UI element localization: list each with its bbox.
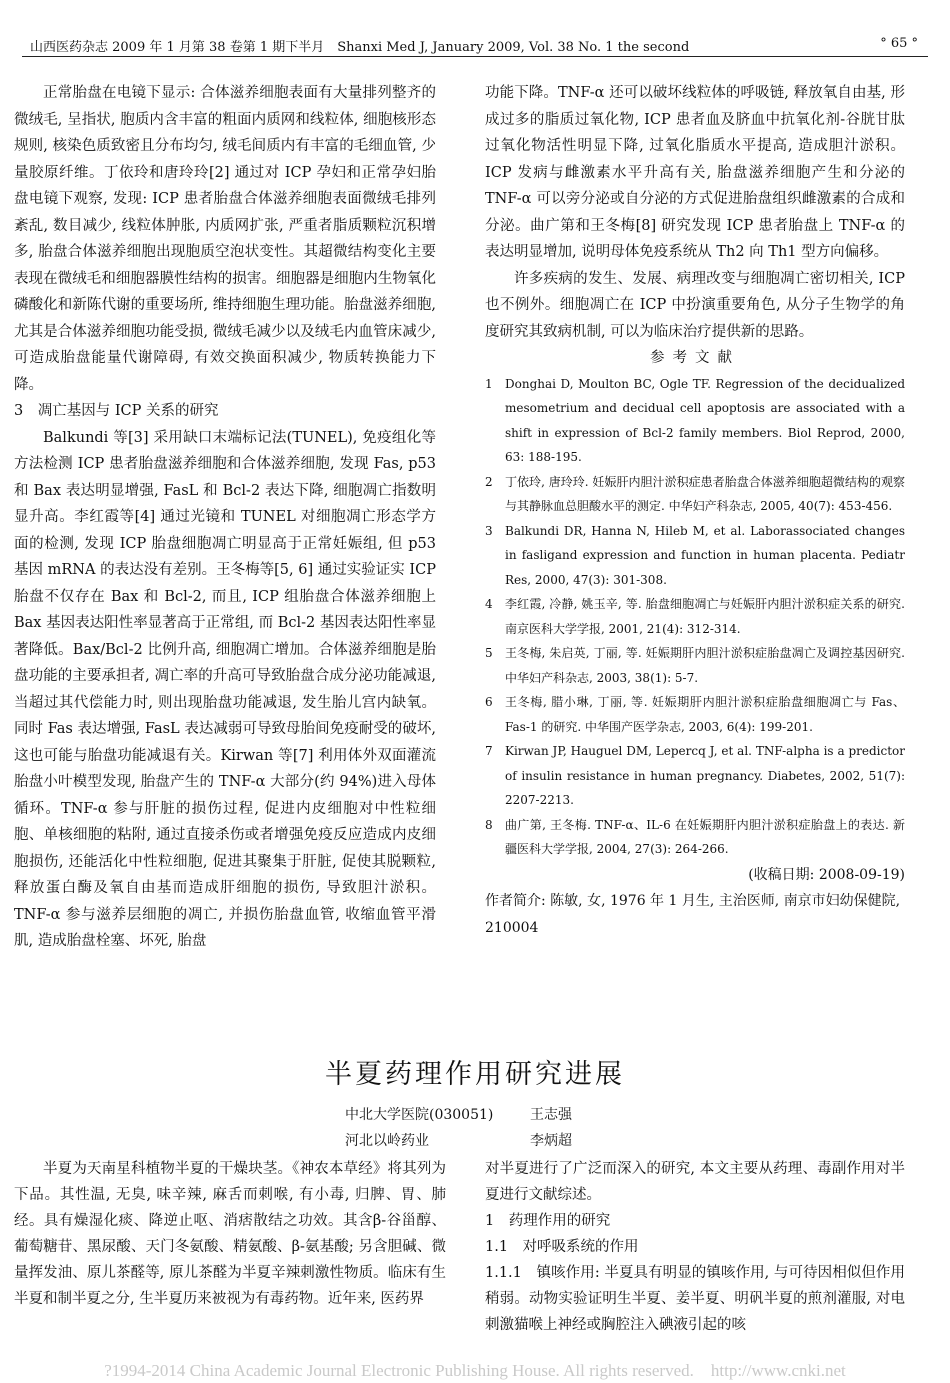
reference-text: 王冬梅, 腊小琳, 丁丽, 等. 妊娠期肝内胆汁淤积症胎盘细胞凋亡与 Fas、Fas-1 的研究. 中华围产医学杂志, 2003, 6(4): 199-201. xyxy=(505,695,905,734)
article-right-column xyxy=(485,1156,905,1338)
reference-number: 7 xyxy=(485,744,493,758)
reference-item xyxy=(485,813,905,862)
received-date: (收稿日期: 2008-09-19) xyxy=(748,866,905,883)
references-heading: 参考文献 xyxy=(650,350,740,366)
reference-number: 5 xyxy=(485,646,493,660)
reference-text: Kirwan JP, Hauguel DM, Lepercq J, et al. TNF-alpha is a predictor of insulin resistance in human pregnancy. Diabetes, 2002, 51(7): 2207-2213. xyxy=(505,744,905,807)
section-heading: 1 药理作用的研究 xyxy=(485,1213,611,1229)
reference-text: Donghai D, Moulton BC, Ogle TF. Regression of the decidualized mesometrium and decidual cell apoptosis are associated with a shift in expression of Bcl-2 family members. Biol Reprod, 2000, 63: 188-195. xyxy=(505,376,905,464)
paragraph: Balkundi 等[3] 采用缺口末端标记法(TUNEL), 免疫组化等方法检测 ICP 患者胎盘滋养细胞和合体滋养细胞, 发现 Fas, p53 和 Bax 表达明显增强, FasL 和 Bcl-2 表达下降, 细胞凋亡指数明显升高。李红霞等[4] 通过光镜和 TUNEL 对细胞凋亡形态学方面的检测, 发现 ICP 胎盘细胞凋亡明显高于正常妊娠组, 但 p53 基因 mRNA 的表达没有差别。王冬梅等[5, 6] 通过实验证实 ICP 胎盘不仅存在 Bax 和 Bcl-2, 而且, ICP 组胎盘合体滋养细胞上 Bax 基因表达阳性率显著高于正常组, 而 Bcl-2 基因表达阳性率显著降低。Bax/Bcl-2 比例升高, 细胞凋亡增加。合体滋养细胞是胎盘功能的主要承担者, 凋亡率的升高可导致胎盘合成分泌功能减退, 当超过其代偿能力时, 则出现胎盘功能减退, 发生胎儿宫内缺氧。同时 Fas 表达增强, FasL 表达减弱可导致母胎间免疫耐受的破坏, 这也可能与胎盘功能减退有关。Kirwan 等[7] 利用体外双面灌流胎盘小叶模型发现, 胎盘产生的 TNF-α 大部分(约 94%)进入母体循环。TNF-α 参与肝脏的损伤过程, 促进内皮细胞对中性粒细胞、单核细胞的粘附, 通过直接杀伤或者增强免疫反应造成内皮细胞损伤, 还能活化中性粒细胞, 促进其聚集于肝脏, 促使其脱颗粒, 释放蛋白酶及氧自由基而造成肝细胞的损伤, 导致胆汁淤积。TNF-α 参与滋养层细胞的凋亡, 并损伤胎盘血管, 收缩血管平滑肌, 造成胎盘栓塞、坏死, 胎盘 xyxy=(14,429,436,949)
reference-item xyxy=(485,592,905,641)
reference-text: 曲广第, 王冬梅. TNF-α、IL-6 在妊娠期肝内胆汁淤积症胎盘上的表达. 新疆医科大学学报, 2004, 27(3): 264-266. xyxy=(505,817,905,856)
affiliation-org: 中北大学医院(030051) xyxy=(345,1107,494,1123)
subsection-heading: 1.1 对呼吸系统的作用 xyxy=(485,1239,639,1255)
reference-text: 王冬梅, 朱启英, 丁丽, 等. 妊娠期肝内胆汁淤积症胎盘凋亡及调控基因研究. 中华妇产科杂志, 2003, 38(1): 5-7. xyxy=(505,646,905,685)
paragraph: 半夏为天南星科植物半夏的干燥块茎。《神农本草经》将其列为下品。其性温, 无臭, 味辛辣, 麻舌而刺喉, 有小毒, 归脾、胃、肺经。具有燥湿化痰、降逆止呕、消痞散结之功效。其含β-谷甾醇、葡萄糖苷、黑尿酸、天门冬氨酸、精氨酸、β-氨基酸; 另含胆碱、微量挥发油、原儿茶醛等, 原儿茶醛为半夏辛辣刺激性物质。临床有生半夏和制半夏之分, 生半夏历来被视为有毒药物。近年来, 医药界 xyxy=(14,1161,446,1307)
running-header xyxy=(22,34,928,57)
journal-citation: 山西医药杂志 2009 年 1 月第 38 卷第 1 期下半月 Shanxi Med J, January 2009, Vol. 38 No. 1 the second xyxy=(30,40,690,55)
reference-number: 6 xyxy=(485,695,493,709)
author-bio: 作者简介: 陈敏, 女, 1976 年 1 月生, 主治医师, 南京市妇幼保健院, 210004 xyxy=(485,893,901,936)
reference-item xyxy=(485,470,905,519)
left-column xyxy=(14,80,436,955)
author-name: 王志强 xyxy=(530,1107,572,1123)
paragraph: 正常胎盘在电镜下显示: 合体滋养细胞表面有大量排列整齐的微绒毛, 呈指状, 胞质内含丰富的粗面内质网和线粒体, 细胞核形态规则, 核染色质致密且分布均匀, 绒毛间质内有丰富的毛细血管, 少量胶原纤维。丁依玲和唐玲玲[2] 通过对 ICP 孕妇和正常孕妇胎盘电镜下观察, 发现: ICP 患者胎盘合体滋养细胞表面微绒毛排列紊乱, 数目减少, 线粒体肿胀, 内质网扩张, 严重者脂质颗粒沉积增多, 胎盘合体滋养细胞出现胞质空泡状变性。其超微结构变化主要表现在微绒毛和细胞器膜性结构的损害。细胞器是细胞内生物氧化磷酸化和新陈代谢的重要场所, 维持细胞生理功能。胎盘滋养细胞, 尤其是合体滋养细胞功能受损, 微绒毛减少以及绒毛内血管床减少, 可造成胎盘能量代谢障碍, 有效交换面积减少, 物质转换能力下降。 xyxy=(14,85,436,393)
reference-item xyxy=(485,519,905,593)
paragraph: 功能下降。TNF-α 还可以破坏线粒体的呼吸链, 释放氧自由基, 形成过多的脂质过氧化物, ICP 患者血及脐血中抗氧化剂-谷胱甘肽过氧化物活性明显下降, 过氧化脂质水平提高, 造成胆汁淤积。ICP 发病与雌激素水平升高有关, 胎盘滋养细胞产生和分泌的 TNF-α 可以旁分泌或自分泌的方式促进胎盘组织雌激素的合成和分泌。曲广第和王冬梅[8] 研究发现 ICP 患者胎盘上 TNF-α 的表达明显增加, 说明母体免疫系统从 Th2 向 Th1 型方向偏移。 xyxy=(485,85,905,260)
article-title: 半夏药理作用研究进展 xyxy=(325,1059,625,1090)
affiliation-org: 河北以岭药业 xyxy=(345,1133,429,1149)
copyright-watermark: ?1994-2014 China Academic Journal Electronic Publishing House. All rights reserved. http://www.cnki.net xyxy=(104,1361,846,1380)
reference-number: 2 xyxy=(485,474,493,489)
page-number: ° 65 ° xyxy=(880,36,918,51)
reference-number: 4 xyxy=(485,597,493,611)
paragraph: 1.1.1 镇咳作用: 半夏具有明显的镇咳作用, 与可待因相似但作用稍弱。动物实验证明生半夏、姜半夏、明矾半夏的煎剂灌服, 对电刺激猫喉上神经或胸腔注入碘液引起的咳 xyxy=(485,1265,905,1333)
paragraph: 许多疾病的发生、发展、病理改变与细胞凋亡密切相关, ICP 也不例外。细胞凋亡在 ICP 中扮演重要角色, 从分子生物学的角度研究其致病机制, 可以为临床治疗提供新的思路。 xyxy=(485,270,905,340)
section-heading: 3 凋亡基因与 ICP 关系的研究 xyxy=(14,403,219,419)
reference-text: 李红霞, 冷静, 姚玉辛, 等. 胎盘细胞凋亡与妊娠肝内胆汁淤积症关系的研究. 南京医科大学学报, 2001, 21(4): 312-314. xyxy=(505,597,905,636)
reference-item xyxy=(485,739,905,813)
reference-item xyxy=(485,641,905,690)
references-list xyxy=(485,372,905,862)
article-left-column xyxy=(14,1156,446,1312)
reference-item xyxy=(485,690,905,739)
paragraph: 对半夏进行了广泛而深入的研究, 本文主要从药理、毒副作用对半夏进行文献综述。 xyxy=(485,1161,905,1203)
author-name: 李炳超 xyxy=(530,1133,572,1149)
right-column xyxy=(485,80,905,941)
reference-number: 8 xyxy=(485,817,493,832)
reference-number: 1 xyxy=(485,376,493,391)
reference-text: Balkundi DR, Hanna N, Hileb M, et al. Laborassociated changes in fasligand expression and function in human placenta. Pediatr Res, 2000, 47(3): 301-308. xyxy=(505,523,905,587)
reference-item xyxy=(485,372,905,470)
reference-text: 丁依玲, 唐玲玲. 妊娠肝内胆汁淤积症患者胎盘合体滋养细胞超微结构的观察与其静脉血总胆酸水平的测定. 中华妇产科杂志, 2005, 40(7): 453-456. xyxy=(505,474,905,513)
reference-number: 3 xyxy=(485,523,493,538)
